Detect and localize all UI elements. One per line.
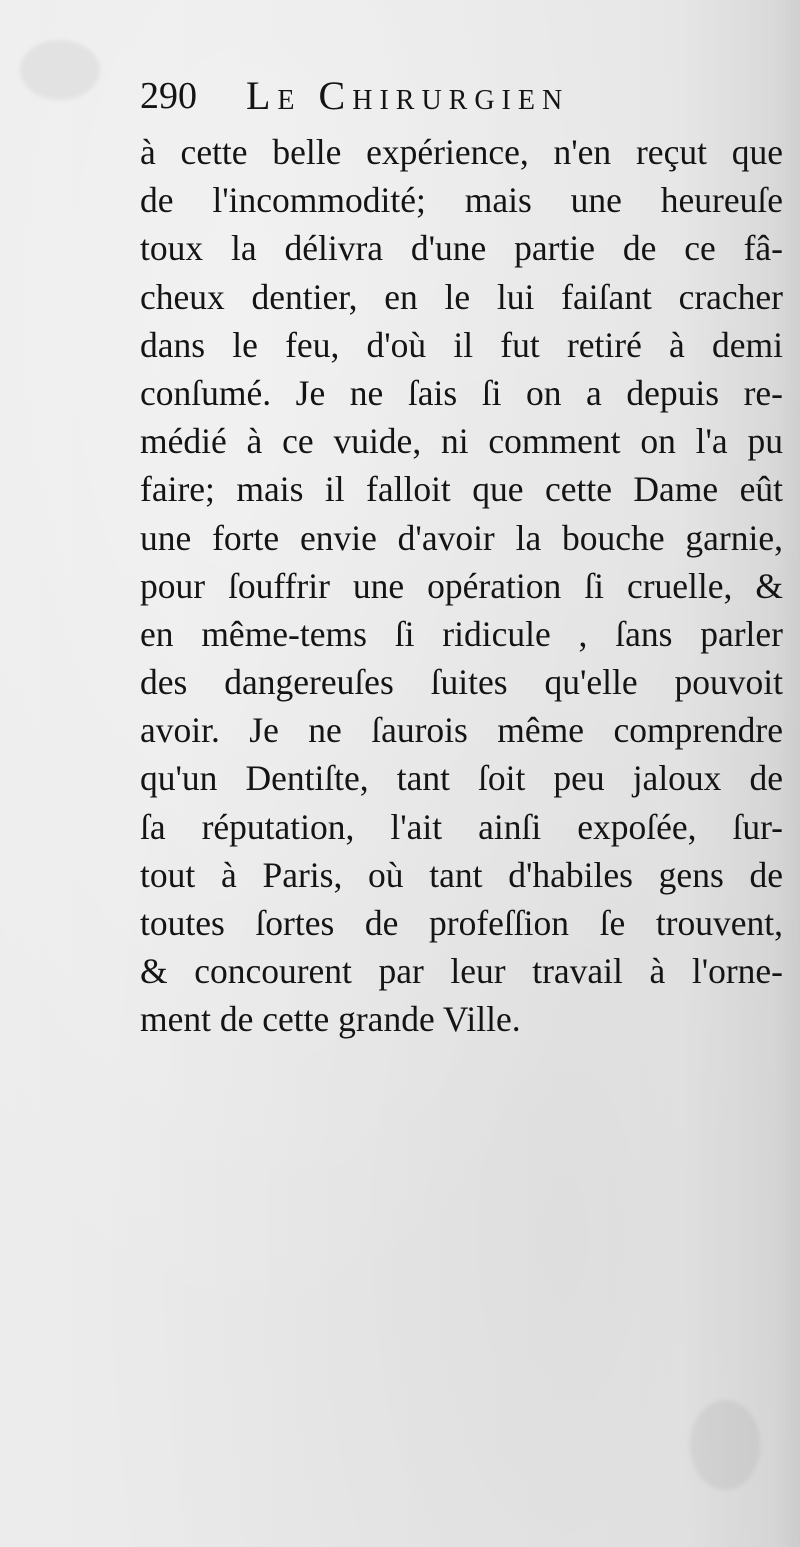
text-line: avoir. Je ne ſaurois même comprendre bbox=[140, 710, 783, 751]
text-line: de l'incommodité; mais une heureuſe bbox=[140, 180, 783, 221]
text-line: une forte envie d'avoir la bouche garnie, bbox=[140, 517, 783, 558]
text-line: des dangereuſes ſuites qu'elle pouvoit bbox=[140, 662, 783, 703]
text-line: faire; mais il falloit que cette Dame eût bbox=[140, 469, 783, 510]
text-line: en même-tems ſi ridicule , ſans parler bbox=[140, 613, 783, 654]
text-line: cheux dentier, en le lui faiſant cracher bbox=[140, 276, 783, 317]
text-line: tout à Paris, où tant d'habiles gens de bbox=[140, 854, 783, 895]
text-line: ſa réputation, l'ait ainſi expoſée, ſur- bbox=[140, 806, 783, 847]
text-line: médié à ce vuide, ni comment on l'a pu bbox=[140, 421, 783, 462]
text-line: conſumé. Je ne ſais ſi on a depuis re- bbox=[140, 372, 783, 413]
text-line: & concourent par leur travail à l'orne- bbox=[140, 951, 783, 992]
text-line: toutes ſortes de profeſſion ſe trouvent, bbox=[140, 903, 783, 943]
paper-stain bbox=[20, 40, 100, 100]
text-line: à cette belle expérience, n'en reçut que bbox=[140, 132, 783, 172]
text-line: toux la délivra d'une partie de ce fâ- bbox=[140, 228, 783, 269]
text-line-last: ment de cette grande Ville. bbox=[140, 999, 521, 1040]
paper-stain bbox=[690, 1400, 760, 1490]
text-line: qu'un Dentiſte, tant ſoit peu jaloux de bbox=[140, 758, 783, 799]
text-line: pour ſouffrir une opération ſi cruelle, & bbox=[140, 565, 783, 606]
running-head: Le Chirurgien bbox=[246, 73, 570, 118]
body-text bbox=[140, 128, 783, 1044]
page-header bbox=[140, 72, 675, 132]
text-line: dans le feu, d'où il fut retiré à demi bbox=[140, 324, 783, 365]
page-number: 290 bbox=[140, 75, 197, 117]
